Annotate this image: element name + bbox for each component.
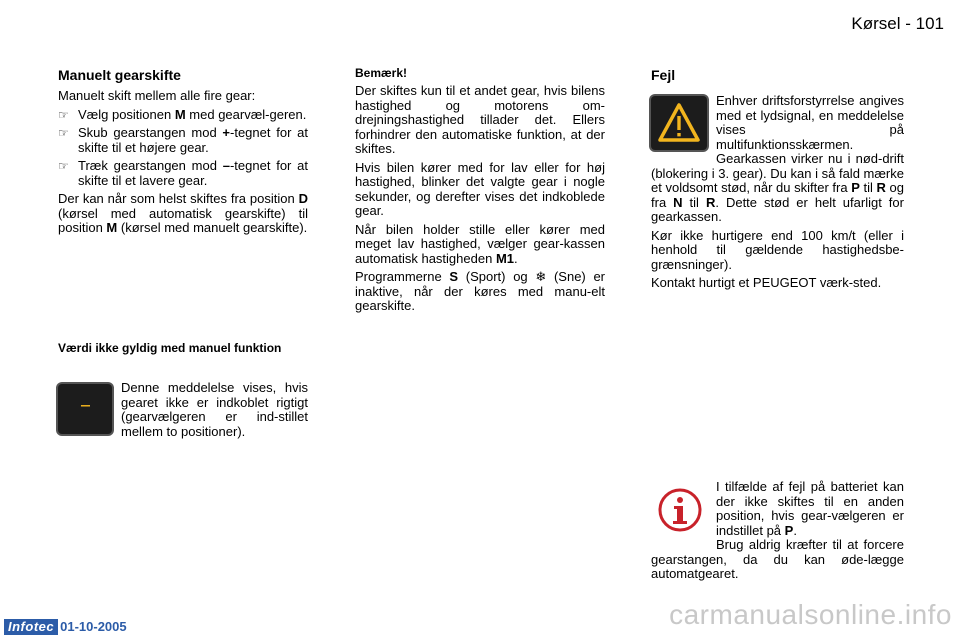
pointing-hand-icon: ☞ bbox=[58, 126, 69, 140]
subsection-title: Værdi ikke gyldig med manuel funktion bbox=[58, 341, 282, 355]
pointing-hand-icon: ☞ bbox=[58, 159, 69, 173]
column-3-top bbox=[716, 94, 904, 156]
warning-icon bbox=[651, 96, 707, 150]
display-screen-icon: --- bbox=[58, 384, 112, 434]
paragraph: I tilfælde af fejl på batteriet kan der ikke skiftes til en anden position, hvis gear-vælgeren er indstillet på P. bbox=[716, 479, 904, 538]
section-title: Manuelt gearskifte bbox=[58, 67, 181, 83]
watermark: carmanualsonline.info bbox=[669, 599, 952, 630]
print-date: 01-10-2005 bbox=[60, 618, 127, 634]
paragraph: Denne meddelelse vises, hvis gearet ikke er indkoblet rigtigt (gearvælgeren er ind-stillet mellem to positioner). bbox=[121, 380, 308, 439]
footer bbox=[4, 619, 127, 635]
paragraph: Programmerne S (Sport) og ❄ (Sne) er inaktive, når der køres med manu-elt gearskifte. bbox=[355, 269, 606, 313]
paragraph: Kontakt hurtigt et PEUGEOT værk-sted. bbox=[651, 275, 882, 290]
column-1 bbox=[58, 67, 308, 240]
column-3-body bbox=[651, 152, 904, 295]
brand-logo: Infotec bbox=[4, 619, 58, 636]
paragraph: Brug aldrig kræfter til at forcere gearstangen, da du kan øde-lægge automatgearet. bbox=[651, 537, 904, 581]
paragraph: Gearkassen virker nu i nød-drift (blokering i 3. gear). Du kan i så fald mærke et voldsomt stød, når du skifter fra P til R og fra N til R. Dette stød er helt ufarligt for gearkassen. bbox=[651, 151, 904, 224]
paragraph: Enhver driftsforstyrrelse angives med et lydsignal, en meddelelse vises på multifunktionsskærmen. bbox=[716, 93, 904, 152]
column-2 bbox=[355, 67, 605, 318]
info-icon bbox=[656, 486, 704, 534]
page-header: Kørsel - 101 bbox=[851, 14, 944, 33]
intro-text: Manuelt skift mellem alle fire gear: bbox=[58, 88, 256, 103]
paragraph: Der skiftes kun til et andet gear, hvis bilens hastighed og motorens om-drejningshastighed tillader det. Ellers forhindrer den automatiske funktion, at der skiftes. bbox=[355, 83, 605, 156]
info-text-top bbox=[716, 480, 904, 542]
list-item: ☞ Skub gearstangen mod +-tegnet for at skifte til et højere gear. bbox=[58, 125, 308, 155]
note-title: Bemærk! bbox=[355, 66, 408, 80]
paragraph: Der kan når som helst skiftes fra position D (kørsel med automatisk gearskifte) til position M (kørsel med manuelt gearskifte). bbox=[58, 191, 308, 235]
paragraph: Kør ikke hurtigere end 100 km/t (eller i henhold til gældende hastighedsbe-grænsninger). bbox=[651, 227, 904, 272]
section-title: Fejl bbox=[651, 67, 676, 83]
paragraph: Når bilen holder stille eller kører med meget lav hastighed, vælger gear-kassen automatisk hastigheden M1. bbox=[355, 221, 605, 266]
paragraph: Hvis bilen kører med for lav eller for høj hastighed, blinker det valgte gear i nogle sekunder, og derefter vises det indkoblede gear. bbox=[355, 159, 605, 218]
pointing-hand-icon: ☞ bbox=[58, 107, 69, 122]
list-item: ☞ Vælg positionen M med gearvæl-geren. bbox=[58, 106, 307, 122]
snowflake-icon: ❄ bbox=[535, 269, 547, 284]
list-item: ☞ Træk gearstangen mod –-tegnet for at skifte til et lavere gear. bbox=[58, 158, 308, 188]
info-text-bottom bbox=[651, 538, 904, 586]
